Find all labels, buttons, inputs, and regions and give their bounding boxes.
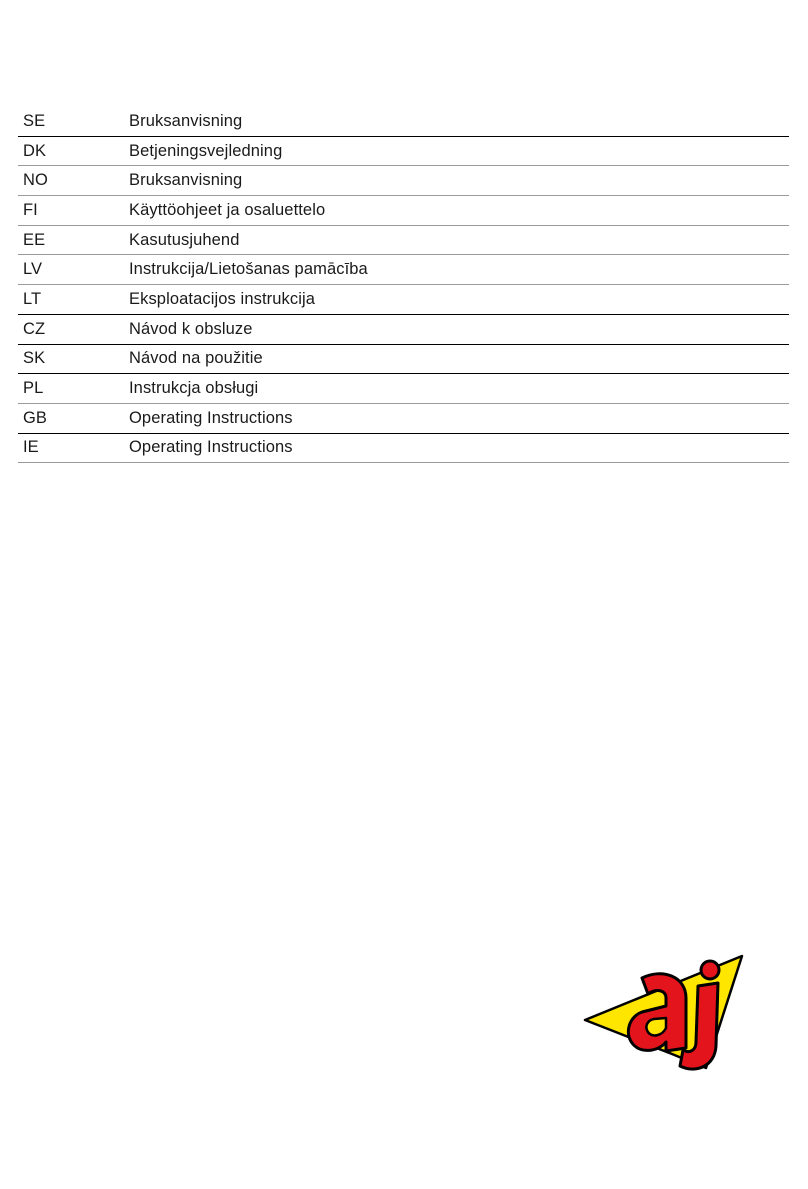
language-code: LV xyxy=(23,260,43,279)
language-row-cz xyxy=(18,315,789,345)
language-row-pl xyxy=(18,374,789,404)
manual-title: Kasutusjuhend xyxy=(129,230,240,249)
language-row-no xyxy=(18,166,789,196)
language-row-lt xyxy=(18,285,789,315)
language-row-dk xyxy=(18,137,789,167)
language-code: CZ xyxy=(23,319,46,338)
manual-title: Bruksanvisning xyxy=(129,171,243,190)
manual-title: Návod na použitie xyxy=(129,349,263,368)
manual-title: Instrukcja obsługi xyxy=(129,379,259,398)
language-code: NO xyxy=(23,171,48,190)
language-row-gb xyxy=(18,404,789,434)
language-row-lv xyxy=(18,255,789,285)
language-table xyxy=(18,107,789,463)
manual-title: Návod k obsluze xyxy=(129,319,253,338)
manual-title: Eksploatacijos instrukcija xyxy=(129,289,316,308)
language-code: GB xyxy=(23,408,48,427)
aj-logo xyxy=(582,950,748,1078)
language-row-fi xyxy=(18,196,789,226)
language-code: LT xyxy=(23,289,42,308)
language-row-sk xyxy=(18,345,789,375)
language-code: PL xyxy=(23,379,44,398)
manual-title: Instrukcija/Lietošanas pamācība xyxy=(129,260,368,279)
language-code: IE xyxy=(23,438,39,457)
language-code: SK xyxy=(23,349,46,368)
language-code: EE xyxy=(23,230,46,249)
manual-title: Operating Instructions xyxy=(129,438,293,457)
manual-title: Käyttöohjeet ja osaluettelo xyxy=(129,200,326,219)
language-row-ee xyxy=(18,226,789,256)
manual-title: Betjeningsvejledning xyxy=(129,141,283,160)
language-code: DK xyxy=(23,141,47,160)
language-row-se xyxy=(18,107,789,137)
language-code: FI xyxy=(23,200,38,219)
manual-title: Bruksanvisning xyxy=(129,111,243,130)
language-row-ie xyxy=(18,434,789,464)
language-code: SE xyxy=(23,111,46,130)
manual-title: Operating Instructions xyxy=(129,408,293,427)
